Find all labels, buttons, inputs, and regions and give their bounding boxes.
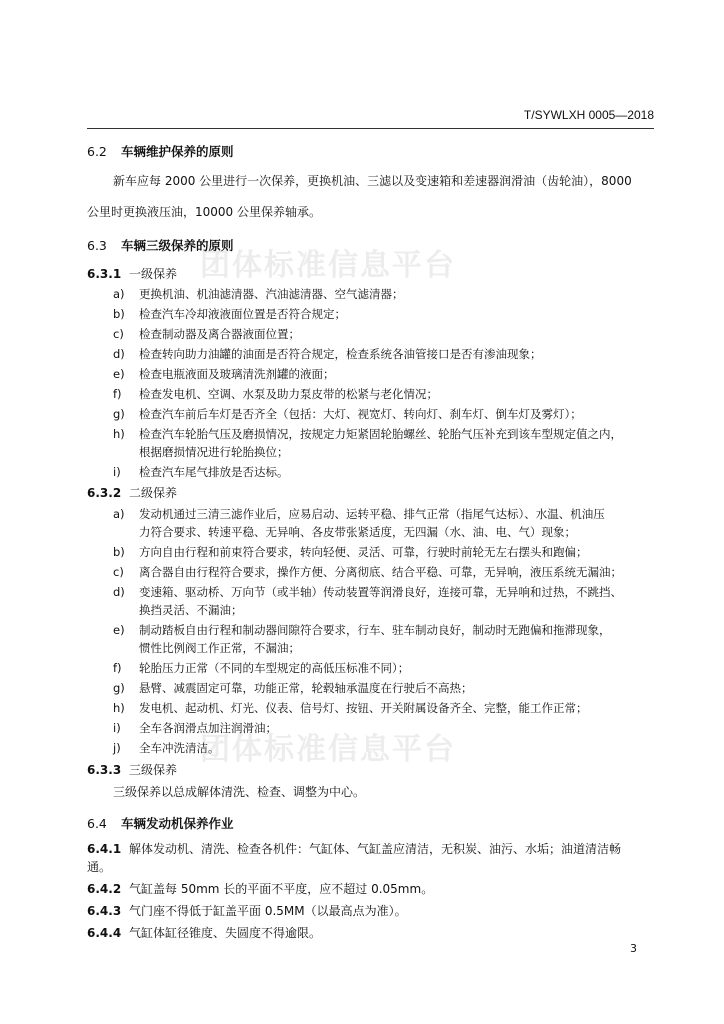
list-item (113, 660, 409, 676)
list-text: 检查汽车尾气排放是否达标。 (139, 465, 289, 479)
paragraph-line: 新车应每 2000 公里进行一次保养，更换机油、三滤以及变速箱和差速器润滑油（齿轮油），8000 (113, 174, 632, 188)
subsection-title: 三级保养 (129, 763, 178, 777)
list-item (113, 346, 542, 362)
clause-text: 气缸体缸径锥度、失圆度不得逾限。 (129, 926, 322, 940)
list-text: 方向自由行程和前束符合要求，转向轻便、灵活、可靠，行驶时前轮无左右摆头和跑偏； (139, 545, 588, 559)
list-item (113, 700, 588, 716)
subsection-title: 一级保养 (129, 267, 178, 281)
list-marker: d) (113, 585, 125, 599)
list-item (113, 306, 346, 322)
list-marker: d) (113, 347, 125, 361)
list-item (113, 622, 611, 638)
subsection-number: 6.3.2 (87, 486, 122, 500)
list-continuation: 惯性比例阀工作正常，不漏油； (139, 641, 300, 655)
list-text: 全车各润滑点加注润滑油； (139, 721, 277, 735)
list-item (113, 386, 438, 402)
list-item (113, 564, 622, 580)
section-number: 6.3 (87, 238, 107, 253)
list-marker: b) (113, 545, 125, 559)
list-text: 轮胎压力正常（不同的车型规定的高低压标准不同）； (139, 661, 410, 675)
paragraph-line: 公里时更换液压油，10000 公里保养轴承。 (87, 205, 321, 219)
list-item (113, 680, 473, 696)
list-item (113, 366, 335, 382)
standard-code: T/SYWLXH 0005—2018 (523, 108, 654, 122)
list-item (113, 464, 289, 480)
clause-text: 气缸盖每 50mm 长的平面不平度，应不超过 0.05mm。 (129, 882, 434, 896)
list-text: 检查汽车轮胎气压及磨损情况，按规定力矩紧固轮胎螺丝、轮胎气压补充到该车型规定值之内， (139, 427, 622, 441)
clause-number: 6.4.3 (87, 904, 122, 918)
list-text: 悬臂、减震固定可靠，功能正常，轮毂轴承温度在行驶后不高热； (139, 681, 473, 695)
list-item (113, 720, 277, 736)
clause-number: 6.4.1 (87, 842, 122, 856)
list-marker: f) (113, 661, 122, 675)
list-text: 全车冲洗清洁。 (139, 741, 220, 755)
list-text: 制动踏板自由行程和制动器间隙符合要求，行车、驻车制动良好，制动时无跑偏和拖滞现象， (139, 623, 611, 637)
list-marker: i) (113, 721, 121, 735)
clause-number: 6.4.4 (87, 926, 122, 940)
list-marker: a) (113, 507, 125, 521)
list-text: 检查电瓶液面及玻璃清洗剂罐的液面； (139, 367, 335, 381)
section-number: 6.4 (87, 816, 107, 831)
list-marker: c) (113, 327, 124, 341)
list-marker: g) (113, 407, 125, 421)
list-marker: i) (113, 465, 121, 479)
list-continuation: 力符合要求、转速平稳、无异响、各皮带张紧适度，无四漏（水、油、电、气）现象； (139, 525, 576, 539)
list-text: 离合器自由行程符合要求，操作方便、分离彻底、结合平稳、可靠，无异响，液压系统无漏油； (139, 565, 622, 579)
subsection-title: 二级保养 (129, 486, 178, 500)
list-marker: e) (113, 367, 125, 381)
list-marker: a) (113, 287, 125, 301)
list-text: 变速箱、驱动桥、万向节（或半轴）传动装置等润滑良好，连接可靠，无异响和过热，不跳挡、 (139, 585, 622, 599)
list-text: 更换机油、机油滤清器、汽油滤清器、空气滤清器； (139, 287, 404, 301)
section-title: 车辆三级保养的原则 (121, 238, 234, 253)
list-continuation: 换挡灵活、不漏油； (139, 603, 243, 617)
list-marker: h) (113, 701, 125, 715)
list-item (113, 740, 220, 756)
list-item (113, 326, 300, 342)
list-text: 检查制动器及离合器液面位置； (139, 327, 300, 341)
list-marker: h) (113, 427, 125, 441)
watermark: 团体标准信息平台 (200, 248, 456, 283)
list-text: 发电机、起动机、灯光、仪表、信号灯、按钮、开关附属设备齐全、完整，能工作正常； (139, 701, 588, 715)
clause-6-4-1 (87, 840, 621, 857)
list-text: 检查汽车前后车灯是否齐全（包括：大灯、视宽灯、转向灯、刹车灯、倒车灯及雾灯）； (139, 407, 582, 421)
subsection-heading-6-3-1 (87, 265, 177, 282)
list-marker: f) (113, 387, 122, 401)
section-number: 6.2 (87, 144, 107, 159)
list-text: 检查汽车冷却液液面位置是否符合规定； (139, 307, 346, 321)
subsection-number: 6.3.3 (87, 763, 122, 777)
list-marker: e) (113, 623, 125, 637)
list-text: 发动机通过三清三滤作业后，应易启动、运转平稳、排气正常（指尾气达标）、水温、机油压 (139, 507, 605, 521)
page-number: 3 (630, 942, 637, 955)
clause-6-4-4 (87, 924, 321, 941)
list-item (113, 584, 622, 600)
section-title: 车辆发动机保养作业 (121, 816, 234, 831)
list-marker: c) (113, 565, 124, 579)
list-text: 检查转向助力油罐的油面是否符合规定，检查系统各油管接口是否有渗油现象； (139, 347, 542, 361)
list-item (113, 544, 588, 560)
subsection-number: 6.3.1 (87, 267, 122, 281)
list-continuation: 根据磨损情况进行轮胎换位； (139, 445, 289, 459)
list-text: 检查发电机、空调、水泵及助力泵皮带的松紧与老化情况； (139, 387, 438, 401)
list-item (113, 426, 622, 442)
paragraph-line: 通。 (87, 860, 112, 874)
header-rule (87, 128, 654, 129)
clause-6-4-3 (87, 902, 407, 919)
clause-text: 解体发动机、清洗、检查各机件：气缸体、气缸盖应清洁，无积炭、油污、水垢；油道清洁畅 (129, 842, 622, 856)
list-marker: b) (113, 307, 125, 321)
list-marker: g) (113, 681, 125, 695)
paragraph-line: 三级保养以总成解体清洗、检查、调整为中心。 (113, 785, 366, 799)
list-item (113, 506, 605, 522)
subsection-heading-6-3-3 (87, 761, 177, 778)
list-marker: j) (113, 741, 121, 755)
section-heading-6-4 (87, 814, 234, 832)
list-item (113, 286, 404, 302)
section-heading-6-3 (87, 236, 234, 254)
section-heading-6-2 (87, 142, 234, 160)
watermark: 团体标准信息平台 (200, 732, 456, 767)
clause-number: 6.4.2 (87, 882, 122, 896)
section-title: 车辆维护保养的原则 (121, 144, 234, 159)
clause-text: 气门座不得低于缸盖平面 0.5MM（以最高点为准）。 (129, 904, 407, 918)
clause-6-4-2 (87, 880, 433, 897)
subsection-heading-6-3-2 (87, 484, 177, 501)
list-item (113, 406, 582, 422)
